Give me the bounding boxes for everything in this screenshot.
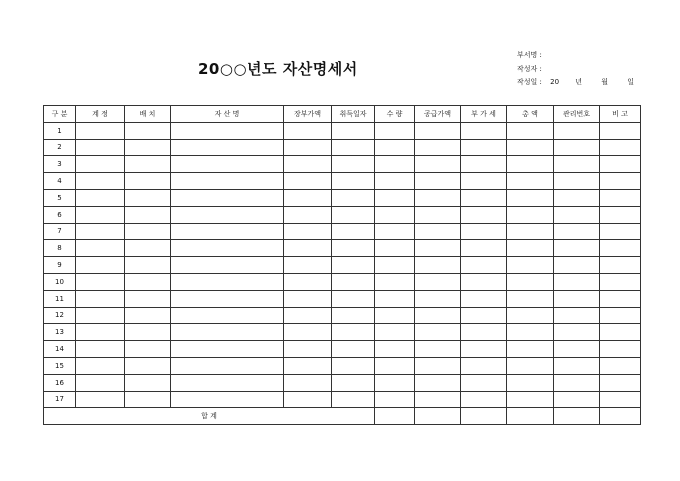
table-row <box>44 189 641 206</box>
table-cell[interactable] <box>332 156 375 173</box>
table-cell[interactable] <box>171 139 284 156</box>
row-number: 6 <box>44 206 76 223</box>
table-cell[interactable] <box>76 290 125 307</box>
row-number: 1 <box>44 122 76 139</box>
table-cell[interactable] <box>600 290 641 307</box>
total-row <box>44 408 641 425</box>
table-cell[interactable] <box>554 257 600 274</box>
table-cell[interactable] <box>415 189 461 206</box>
table-cell[interactable] <box>554 240 600 257</box>
table-cell[interactable] <box>554 122 600 139</box>
table-cell[interactable] <box>507 156 554 173</box>
row-number: 14 <box>44 341 76 358</box>
asset-table <box>43 105 641 425</box>
table-cell[interactable] <box>554 189 600 206</box>
table-cell[interactable] <box>171 189 284 206</box>
table-cell[interactable] <box>125 156 171 173</box>
table-cell[interactable] <box>171 324 284 341</box>
total-label: 합 계 <box>44 408 375 425</box>
header-book-value: 장부가액 <box>284 106 332 123</box>
table-cell[interactable] <box>507 273 554 290</box>
table-cell[interactable] <box>507 173 554 190</box>
table-cell[interactable] <box>461 341 507 358</box>
table-cell[interactable] <box>554 357 600 374</box>
table-cell[interactable] <box>507 122 554 139</box>
table-row <box>44 122 641 139</box>
table-cell[interactable] <box>76 223 125 240</box>
table-cell[interactable] <box>507 357 554 374</box>
table-cell[interactable] <box>125 357 171 374</box>
total-cell[interactable] <box>415 408 461 425</box>
header-quantity: 수 량 <box>375 106 415 123</box>
table-cell[interactable] <box>284 156 332 173</box>
table-cell[interactable] <box>284 173 332 190</box>
table-cell[interactable] <box>332 290 375 307</box>
table-cell[interactable] <box>375 374 415 391</box>
table-cell[interactable] <box>600 257 641 274</box>
author-label: 작성자 : <box>517 64 542 73</box>
table-cell[interactable] <box>332 341 375 358</box>
table-cell[interactable] <box>600 156 641 173</box>
table-cell[interactable] <box>125 391 171 408</box>
table-cell[interactable] <box>171 257 284 274</box>
row-number: 15 <box>44 357 76 374</box>
date-year: 20 <box>550 78 560 86</box>
row-number: 13 <box>44 324 76 341</box>
table-cell[interactable] <box>332 374 375 391</box>
table-cell[interactable] <box>461 357 507 374</box>
table-cell[interactable] <box>171 290 284 307</box>
table-cell[interactable] <box>76 307 125 324</box>
table-cell[interactable] <box>554 173 600 190</box>
table-cell[interactable] <box>461 273 507 290</box>
table-cell[interactable] <box>284 139 332 156</box>
table-cell[interactable] <box>415 307 461 324</box>
table-cell[interactable] <box>76 257 125 274</box>
table-row <box>44 139 641 156</box>
table-cell[interactable] <box>415 357 461 374</box>
total-cell[interactable] <box>461 408 507 425</box>
table-cell[interactable] <box>332 324 375 341</box>
table-cell[interactable] <box>461 173 507 190</box>
table-row <box>44 206 641 223</box>
table-cell[interactable] <box>76 240 125 257</box>
table-cell[interactable] <box>125 307 171 324</box>
table-cell[interactable] <box>332 173 375 190</box>
table-row <box>44 290 641 307</box>
table-cell[interactable] <box>461 139 507 156</box>
table-cell[interactable] <box>375 189 415 206</box>
table-cell[interactable] <box>461 206 507 223</box>
table-body <box>44 122 641 425</box>
header-total-amount: 총 액 <box>507 106 554 123</box>
table-cell[interactable] <box>415 173 461 190</box>
table-cell[interactable] <box>600 139 641 156</box>
department-label: 부서명 : <box>517 51 542 59</box>
table-cell[interactable] <box>375 156 415 173</box>
table-cell[interactable] <box>284 122 332 139</box>
table-cell[interactable] <box>600 173 641 190</box>
table-cell[interactable] <box>76 273 125 290</box>
table-cell[interactable] <box>125 374 171 391</box>
table-cell[interactable] <box>600 357 641 374</box>
table-cell[interactable] <box>284 307 332 324</box>
table-cell[interactable] <box>461 240 507 257</box>
table-cell[interactable] <box>554 223 600 240</box>
table-cell[interactable] <box>600 206 641 223</box>
table-cell[interactable] <box>375 139 415 156</box>
table-cell[interactable] <box>600 189 641 206</box>
table-cell[interactable] <box>125 206 171 223</box>
total-cell[interactable] <box>600 408 641 425</box>
table-cell[interactable] <box>415 391 461 408</box>
table-cell[interactable] <box>461 374 507 391</box>
table-cell[interactable] <box>461 189 507 206</box>
table-row <box>44 374 641 391</box>
table-row <box>44 273 641 290</box>
table-cell[interactable] <box>554 206 600 223</box>
table-cell[interactable] <box>600 324 641 341</box>
table-cell[interactable] <box>507 324 554 341</box>
table-cell[interactable] <box>600 391 641 408</box>
row-number: 8 <box>44 240 76 257</box>
table-cell[interactable] <box>375 240 415 257</box>
table-cell[interactable] <box>507 189 554 206</box>
date-label: 작성일 : <box>517 78 542 86</box>
table-row <box>44 391 641 408</box>
table-cell[interactable] <box>415 122 461 139</box>
table-cell[interactable] <box>507 257 554 274</box>
total-cell[interactable] <box>375 408 415 425</box>
row-number: 12 <box>44 307 76 324</box>
table-cell[interactable] <box>76 156 125 173</box>
header-supply-value: 공급가액 <box>415 106 461 123</box>
table-cell[interactable] <box>415 139 461 156</box>
table-cell[interactable] <box>171 357 284 374</box>
row-number: 17 <box>44 391 76 408</box>
table-cell[interactable] <box>415 341 461 358</box>
table-cell[interactable] <box>600 273 641 290</box>
table-cell[interactable] <box>125 173 171 190</box>
row-number: 7 <box>44 223 76 240</box>
row-number: 5 <box>44 189 76 206</box>
table-cell[interactable] <box>415 156 461 173</box>
table-cell[interactable] <box>554 324 600 341</box>
table-cell[interactable] <box>415 374 461 391</box>
table-cell[interactable] <box>284 290 332 307</box>
table-cell[interactable] <box>507 391 554 408</box>
table-cell[interactable] <box>375 357 415 374</box>
table-cell[interactable] <box>332 206 375 223</box>
table-cell[interactable] <box>171 122 284 139</box>
table-cell[interactable] <box>76 374 125 391</box>
header-account: 계 정 <box>76 106 125 123</box>
table-cell[interactable] <box>507 374 554 391</box>
table-cell[interactable] <box>332 189 375 206</box>
table-cell[interactable] <box>375 257 415 274</box>
table-cell[interactable] <box>461 307 507 324</box>
table-row <box>44 223 641 240</box>
table-cell[interactable] <box>332 240 375 257</box>
table-cell[interactable] <box>125 273 171 290</box>
table-cell[interactable] <box>600 223 641 240</box>
date-line <box>517 76 634 90</box>
table-header-row <box>44 106 641 123</box>
table-cell[interactable] <box>554 156 600 173</box>
table-cell[interactable] <box>284 341 332 358</box>
table-cell[interactable] <box>284 206 332 223</box>
table-row <box>44 257 641 274</box>
table-cell[interactable] <box>171 206 284 223</box>
table-cell[interactable] <box>76 324 125 341</box>
table-cell[interactable] <box>461 391 507 408</box>
table-cell[interactable] <box>375 122 415 139</box>
table-cell[interactable] <box>507 206 554 223</box>
table-cell[interactable] <box>332 357 375 374</box>
row-number: 10 <box>44 273 76 290</box>
table-cell[interactable] <box>415 257 461 274</box>
table-cell[interactable] <box>461 122 507 139</box>
row-number: 11 <box>44 290 76 307</box>
table-cell[interactable] <box>284 273 332 290</box>
table-cell[interactable] <box>171 173 284 190</box>
row-number: 9 <box>44 257 76 274</box>
table-row <box>44 357 641 374</box>
table-row <box>44 240 641 257</box>
table-cell[interactable] <box>76 122 125 139</box>
header-location: 배 치 <box>125 106 171 123</box>
table-cell[interactable] <box>332 273 375 290</box>
row-number: 2 <box>44 139 76 156</box>
table-cell[interactable] <box>554 307 600 324</box>
table-cell[interactable] <box>171 223 284 240</box>
table-cell[interactable] <box>284 357 332 374</box>
table-cell[interactable] <box>461 257 507 274</box>
total-cell[interactable] <box>507 408 554 425</box>
table-cell[interactable] <box>284 391 332 408</box>
table-cell[interactable] <box>125 290 171 307</box>
table-cell[interactable] <box>76 341 125 358</box>
header-management-number: 관리번호 <box>554 106 600 123</box>
table-cell[interactable] <box>415 324 461 341</box>
table-cell[interactable] <box>125 341 171 358</box>
table-cell[interactable] <box>125 223 171 240</box>
document-meta <box>517 49 634 90</box>
table-cell[interactable] <box>284 223 332 240</box>
table-cell[interactable] <box>332 307 375 324</box>
table-cell[interactable] <box>171 341 284 358</box>
table-cell[interactable] <box>171 240 284 257</box>
table-cell[interactable] <box>461 324 507 341</box>
header-category: 구 분 <box>44 106 76 123</box>
table-cell[interactable] <box>507 341 554 358</box>
table-cell[interactable] <box>600 240 641 257</box>
table-cell[interactable] <box>415 206 461 223</box>
table-cell[interactable] <box>171 273 284 290</box>
table-cell[interactable] <box>76 189 125 206</box>
table-row <box>44 173 641 190</box>
table-cell[interactable] <box>171 307 284 324</box>
table-cell[interactable] <box>415 273 461 290</box>
table-cell[interactable] <box>375 206 415 223</box>
table-cell[interactable] <box>375 341 415 358</box>
table-cell[interactable] <box>332 122 375 139</box>
table-cell[interactable] <box>375 307 415 324</box>
table-cell[interactable] <box>415 223 461 240</box>
table-row <box>44 156 641 173</box>
document-title: 20○○년도 자산명세서 <box>198 60 358 78</box>
table-cell[interactable] <box>125 324 171 341</box>
table-cell[interactable] <box>375 223 415 240</box>
table-cell[interactable] <box>554 290 600 307</box>
table-cell[interactable] <box>125 122 171 139</box>
table-cell[interactable] <box>375 391 415 408</box>
table-row <box>44 341 641 358</box>
header-asset-name: 자 산 명 <box>171 106 284 123</box>
table-cell[interactable] <box>461 156 507 173</box>
table-cell[interactable] <box>600 307 641 324</box>
table-cell[interactable] <box>76 391 125 408</box>
table-cell[interactable] <box>375 273 415 290</box>
table-cell[interactable] <box>507 307 554 324</box>
total-cell[interactable] <box>554 408 600 425</box>
date-day-unit: 일 <box>627 78 635 86</box>
row-number: 16 <box>44 374 76 391</box>
table-cell[interactable] <box>600 122 641 139</box>
table-cell[interactable] <box>554 273 600 290</box>
table-cell[interactable] <box>507 240 554 257</box>
date-year-unit: 년 <box>575 78 583 86</box>
table-cell[interactable] <box>375 324 415 341</box>
table-cell[interactable] <box>332 139 375 156</box>
table-row <box>44 324 641 341</box>
table-cell[interactable] <box>415 290 461 307</box>
table-cell[interactable] <box>76 139 125 156</box>
table-cell[interactable] <box>461 290 507 307</box>
table-row <box>44 307 641 324</box>
row-number: 4 <box>44 173 76 190</box>
table-cell[interactable] <box>284 240 332 257</box>
table-cell[interactable] <box>125 257 171 274</box>
table-cell[interactable] <box>284 324 332 341</box>
table-cell[interactable] <box>284 257 332 274</box>
table-cell[interactable] <box>125 139 171 156</box>
table-cell[interactable] <box>415 240 461 257</box>
table-cell[interactable] <box>125 240 171 257</box>
date-month-unit: 월 <box>601 78 609 86</box>
table-cell[interactable] <box>507 223 554 240</box>
table-cell[interactable] <box>332 223 375 240</box>
table-cell[interactable] <box>76 173 125 190</box>
table-cell[interactable] <box>600 341 641 358</box>
table-cell[interactable] <box>332 391 375 408</box>
table-cell[interactable] <box>76 357 125 374</box>
header-vat: 부 가 세 <box>461 106 507 123</box>
row-number: 3 <box>44 156 76 173</box>
table-cell[interactable] <box>375 290 415 307</box>
table-cell[interactable] <box>284 374 332 391</box>
table-cell[interactable] <box>600 374 641 391</box>
table-cell[interactable] <box>125 189 171 206</box>
table-cell[interactable] <box>507 290 554 307</box>
table-cell[interactable] <box>461 223 507 240</box>
table-cell[interactable] <box>554 139 600 156</box>
header-remarks: 비 고 <box>600 106 641 123</box>
table-cell[interactable] <box>332 257 375 274</box>
table-cell[interactable] <box>554 374 600 391</box>
table-cell[interactable] <box>554 391 600 408</box>
table-cell[interactable] <box>284 189 332 206</box>
table-cell[interactable] <box>171 391 284 408</box>
table-cell[interactable] <box>76 206 125 223</box>
table-cell[interactable] <box>375 173 415 190</box>
table-cell[interactable] <box>507 139 554 156</box>
header-acquisition-date: 취득일자 <box>332 106 375 123</box>
table-cell[interactable] <box>171 374 284 391</box>
table-cell[interactable] <box>171 156 284 173</box>
table-cell[interactable] <box>554 341 600 358</box>
